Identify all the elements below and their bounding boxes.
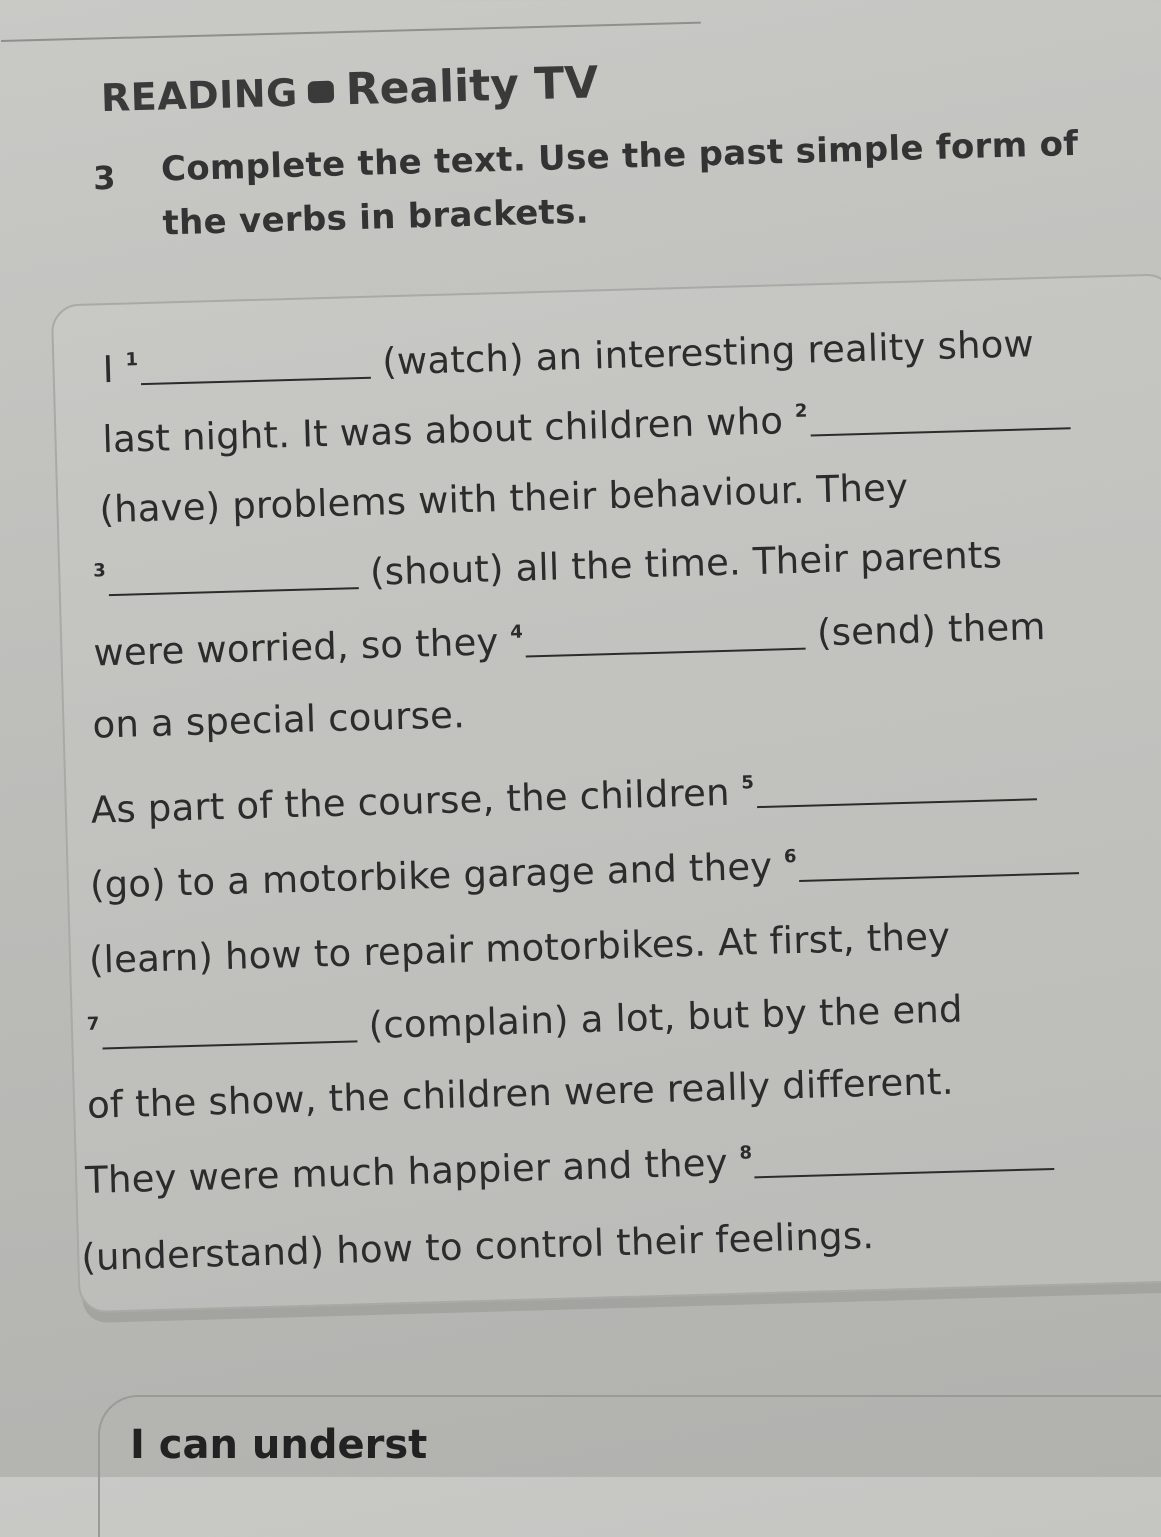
gap-number: 3 [92, 560, 107, 582]
text-segment: were worried, so they [92, 620, 500, 675]
text-segment: (watch) an interesting reality show [381, 322, 1035, 384]
text-segment: on a special course. [91, 693, 466, 747]
answer-blank-4[interactable] [525, 618, 806, 658]
text-segment: (have) problems with their behaviour. They [98, 465, 909, 532]
section-label: READING [100, 70, 299, 121]
answer-blank-2[interactable] [809, 397, 1070, 436]
gap-number: 2 [794, 400, 808, 422]
text-segment: (shout) all the time. Their parents [369, 533, 1003, 594]
gap-number: 5 [741, 772, 755, 794]
gap-number: 7 [86, 1013, 100, 1035]
section-heading [100, 57, 599, 122]
square-bullet-icon [307, 81, 334, 104]
instruction-line-1: Complete the text. Use the past simple form of [160, 123, 1079, 190]
text-segment: They were much happier and they [84, 1141, 729, 1202]
gap-number: 4 [509, 621, 524, 643]
text-segment: (go) to a motorbike garage and they [89, 844, 773, 907]
text-segment: (send) them [816, 604, 1047, 655]
text-segment: (learn) how to repair motorbikes. At first, they [88, 914, 951, 982]
answer-blank-7[interactable] [101, 1010, 357, 1049]
text-segment: last night. It was about children who [101, 399, 784, 462]
text-segment: (understand) how to control their feelings. [80, 1214, 875, 1280]
section-topic: Reality TV [344, 57, 599, 116]
answer-blank-1[interactable] [140, 347, 371, 385]
answer-blank-8[interactable] [754, 1138, 1055, 1178]
answer-blank-5[interactable] [756, 768, 1037, 808]
text-segment: (complain) a lot, but by the end [368, 987, 964, 1048]
exercise-number: 3 [92, 158, 117, 198]
text-segment: I [101, 347, 115, 392]
gap-number: 1 [125, 349, 139, 371]
answer-blank-6[interactable] [799, 842, 1080, 882]
text-segment: As part of the course, the children [90, 770, 731, 832]
answer-blank-3[interactable] [108, 557, 359, 596]
can-do-statement: I can underst [130, 1422, 428, 1468]
text-segment: of the show, the children were really different. [86, 1059, 955, 1127]
instruction-line-2: the verbs in brackets. [161, 191, 590, 244]
gap-number: 8 [739, 1142, 753, 1164]
exercise-instruction [92, 121, 1161, 244]
gap-number: 6 [783, 846, 798, 868]
